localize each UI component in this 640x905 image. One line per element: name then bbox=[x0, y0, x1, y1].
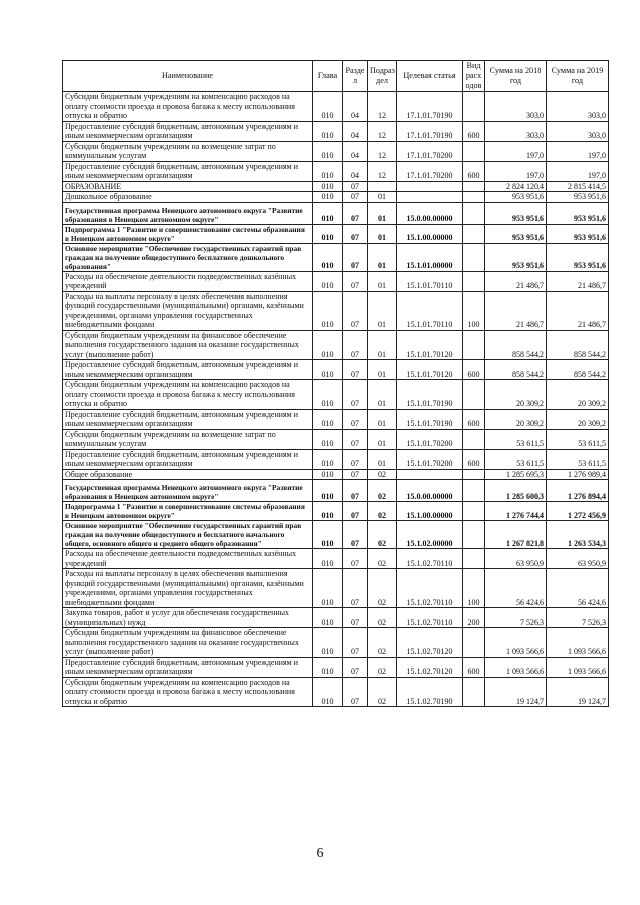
row-sum-2019: 56 424,6 bbox=[547, 569, 609, 608]
row-expense-type: 600 bbox=[463, 449, 485, 469]
row-target-article bbox=[397, 181, 463, 192]
table-row bbox=[63, 380, 609, 410]
row-subsection: 01 bbox=[368, 360, 397, 380]
row-target-article bbox=[397, 192, 463, 203]
row-section: 07 bbox=[343, 502, 368, 521]
table-row bbox=[63, 569, 609, 608]
row-name: Общее образование bbox=[63, 469, 313, 480]
row-sum-2018: 1 093 566,6 bbox=[485, 628, 547, 658]
row-sum-2019: 197,0 bbox=[547, 141, 609, 161]
row-name: Субсидии бюджетным учреждениям на возмещение затрат по коммунальным услугам bbox=[63, 141, 313, 161]
row-name: Расходы на выплаты персоналу в целях обеспечения выполнения функций государственными (муниципальными) органами, казёнными учреждениями, органами управления государственных внебюджетными фондами bbox=[63, 291, 313, 330]
row-chapter: 010 bbox=[313, 192, 343, 203]
row-name: Расходы на обеспечение деятельности подведомственных казённых учреждений bbox=[63, 549, 313, 569]
table-row bbox=[63, 141, 609, 161]
row-sum-2018: 303,0 bbox=[485, 92, 547, 122]
row-section: 07 bbox=[343, 360, 368, 380]
row-chapter: 010 bbox=[313, 141, 343, 161]
row-section: 07 bbox=[343, 521, 368, 549]
row-section: 07 bbox=[343, 449, 368, 469]
row-section: 04 bbox=[343, 141, 368, 161]
row-expense-type: 100 bbox=[463, 569, 485, 608]
row-name: Субсидии бюджетным учреждениям на возмещение затрат по коммунальным услугам bbox=[63, 429, 313, 449]
row-section: 07 bbox=[343, 224, 368, 243]
row-expense-type bbox=[463, 271, 485, 291]
row-section: 07 bbox=[343, 330, 368, 360]
row-section: 07 bbox=[343, 243, 368, 271]
row-sum-2018: 953 951,6 bbox=[485, 202, 547, 224]
row-subsection bbox=[368, 181, 397, 192]
row-sum-2018: 858 544,2 bbox=[485, 360, 547, 380]
row-sum-2018: 53 611,5 bbox=[485, 429, 547, 449]
row-sum-2019: 303,0 bbox=[547, 121, 609, 141]
row-name: Предоставление субсидий бюджетным, автономным учреждениям и иным некоммерческим организациям bbox=[63, 449, 313, 469]
row-sum-2018: 21 486,7 bbox=[485, 271, 547, 291]
row-name: Субсидии бюджетным учреждениям на компенсацию расходов на оплату стоимости проезда и провоза багажа к месту использования отпуска и обратно bbox=[63, 380, 313, 410]
header-target-article: Целевая статья bbox=[397, 61, 463, 92]
row-sum-2019: 953 951,6 bbox=[547, 192, 609, 203]
row-target-article: 15.1.01.70120 bbox=[397, 330, 463, 360]
table-row bbox=[63, 628, 609, 658]
row-chapter: 010 bbox=[313, 569, 343, 608]
row-expense-type: 600 bbox=[463, 657, 485, 677]
header-sum-2019: Сумма на 2019 год bbox=[547, 61, 609, 92]
row-name: Закупка товаров, работ и услуг для обеспечения государственных (муниципальных) нужд bbox=[63, 608, 313, 628]
row-target-article: 17.1.01.70200 bbox=[397, 161, 463, 181]
row-target-article: 15.0.00.00000 bbox=[397, 202, 463, 224]
row-expense-type: 100 bbox=[463, 291, 485, 330]
row-subsection: 01 bbox=[368, 243, 397, 271]
row-subsection: 02 bbox=[368, 677, 397, 707]
table-row bbox=[63, 469, 609, 480]
row-subsection: 02 bbox=[368, 502, 397, 521]
row-expense-type: 200 bbox=[463, 608, 485, 628]
row-chapter: 010 bbox=[313, 608, 343, 628]
row-subsection: 02 bbox=[368, 549, 397, 569]
row-target-article: 15.1.02.70120 bbox=[397, 628, 463, 658]
row-subsection: 01 bbox=[368, 409, 397, 429]
row-sum-2018: 953 951,6 bbox=[485, 192, 547, 203]
row-name: Предоставление субсидий бюджетным, автономным учреждениям и иным некоммерческим организациям bbox=[63, 121, 313, 141]
row-section: 07 bbox=[343, 569, 368, 608]
table-row bbox=[63, 271, 609, 291]
row-subsection: 02 bbox=[368, 628, 397, 658]
table-row bbox=[63, 330, 609, 360]
row-subsection: 12 bbox=[368, 161, 397, 181]
row-expense-type bbox=[463, 224, 485, 243]
row-expense-type bbox=[463, 192, 485, 203]
row-section: 07 bbox=[343, 271, 368, 291]
row-subsection: 02 bbox=[368, 480, 397, 502]
row-sum-2018: 20 309,2 bbox=[485, 380, 547, 410]
header-subsection: Подраз дел bbox=[368, 61, 397, 92]
table-row bbox=[63, 161, 609, 181]
row-name: Подпрограмма 1 "Развитие и совершенствование системы образования в Ненецком автономном округе" bbox=[63, 224, 313, 243]
table-row bbox=[63, 480, 609, 502]
table-row bbox=[63, 449, 609, 469]
row-section: 07 bbox=[343, 291, 368, 330]
row-section: 04 bbox=[343, 161, 368, 181]
row-sum-2019: 953 951,6 bbox=[547, 243, 609, 271]
row-section: 07 bbox=[343, 192, 368, 203]
row-chapter: 010 bbox=[313, 502, 343, 521]
row-subsection: 01 bbox=[368, 380, 397, 410]
row-chapter: 010 bbox=[313, 330, 343, 360]
row-section: 07 bbox=[343, 429, 368, 449]
row-section: 07 bbox=[343, 628, 368, 658]
row-sum-2019: 1 272 456,9 bbox=[547, 502, 609, 521]
row-expense-type bbox=[463, 469, 485, 480]
row-name: Расходы на выплаты персоналу в целях обеспечения выполнения функций государственными (муниципальными) органами, казёнными учреждениями, органами управления государственных внебюджетными фондами bbox=[63, 569, 313, 608]
row-target-article: 15.0.00.00000 bbox=[397, 480, 463, 502]
header-name: Наименование bbox=[63, 61, 313, 92]
row-subsection: 02 bbox=[368, 657, 397, 677]
row-sum-2018: 953 951,6 bbox=[485, 224, 547, 243]
row-sum-2018: 20 309,2 bbox=[485, 409, 547, 429]
row-sum-2018: 1 285 695,3 bbox=[485, 469, 547, 480]
row-expense-type: 600 bbox=[463, 121, 485, 141]
row-name: ОБРАЗОВАНИЕ bbox=[63, 181, 313, 192]
row-name: Субсидии бюджетным учреждениям на финансовое обеспечение выполнения государственного задания на оказание государственных услуг (выполнение работ) bbox=[63, 330, 313, 360]
row-name: Подпрограмма 1 "Развитие и совершенствование системы образования в Ненецком автономном округе" bbox=[63, 502, 313, 521]
row-chapter: 010 bbox=[313, 469, 343, 480]
row-sum-2019: 63 950,9 bbox=[547, 549, 609, 569]
table-row bbox=[63, 291, 609, 330]
row-target-article: 15.1.02.70110 bbox=[397, 608, 463, 628]
row-sum-2018: 7 526,3 bbox=[485, 608, 547, 628]
row-target-article: 15.1.01.70200 bbox=[397, 449, 463, 469]
row-section: 07 bbox=[343, 181, 368, 192]
row-expense-type bbox=[463, 330, 485, 360]
header-section: Разде л bbox=[343, 61, 368, 92]
row-target-article: 15.1.01.70190 bbox=[397, 380, 463, 410]
row-sum-2019: 1 276 989,4 bbox=[547, 469, 609, 480]
row-chapter: 010 bbox=[313, 429, 343, 449]
row-sum-2018: 21 486,7 bbox=[485, 291, 547, 330]
row-name: Предоставление субсидий бюджетным, автономным учреждениям и иным некоммерческим организациям bbox=[63, 161, 313, 181]
table-row bbox=[63, 243, 609, 271]
row-sum-2018: 858 544,2 bbox=[485, 330, 547, 360]
row-sum-2019: 858 544,2 bbox=[547, 360, 609, 380]
row-section: 07 bbox=[343, 657, 368, 677]
row-expense-type: 600 bbox=[463, 409, 485, 429]
row-section: 07 bbox=[343, 380, 368, 410]
row-sum-2019: 303,0 bbox=[547, 92, 609, 122]
row-target-article bbox=[397, 469, 463, 480]
table-row bbox=[63, 657, 609, 677]
row-sum-2019: 20 309,2 bbox=[547, 380, 609, 410]
row-sum-2018: 56 424,6 bbox=[485, 569, 547, 608]
row-target-article: 17.1.01.70190 bbox=[397, 121, 463, 141]
table-row bbox=[63, 224, 609, 243]
row-chapter: 010 bbox=[313, 409, 343, 429]
table-row bbox=[63, 429, 609, 449]
row-expense-type bbox=[463, 502, 485, 521]
row-expense-type bbox=[463, 141, 485, 161]
row-subsection: 01 bbox=[368, 192, 397, 203]
row-section: 04 bbox=[343, 92, 368, 122]
row-chapter: 010 bbox=[313, 480, 343, 502]
row-name: Государственная программа Ненецкого автономного округа "Развитие образования в Ненецком автономном округе" bbox=[63, 480, 313, 502]
table-row bbox=[63, 202, 609, 224]
row-expense-type bbox=[463, 181, 485, 192]
table-row bbox=[63, 549, 609, 569]
table-row bbox=[63, 502, 609, 521]
row-subsection: 02 bbox=[368, 469, 397, 480]
row-section: 07 bbox=[343, 202, 368, 224]
row-chapter: 010 bbox=[313, 243, 343, 271]
table-row bbox=[63, 121, 609, 141]
row-name: Предоставление субсидий бюджетным, автономным учреждениям и иным некоммерческим организациям bbox=[63, 360, 313, 380]
row-section: 07 bbox=[343, 409, 368, 429]
row-expense-type bbox=[463, 380, 485, 410]
row-sum-2019: 1 093 566,6 bbox=[547, 628, 609, 658]
header-expense-type: Вид расх одов bbox=[463, 61, 485, 92]
row-chapter: 010 bbox=[313, 291, 343, 330]
table-row bbox=[63, 181, 609, 192]
row-name: Расходы на обеспечение деятельности подведомственных казённых учреждений bbox=[63, 271, 313, 291]
row-subsection: 01 bbox=[368, 202, 397, 224]
row-subsection: 01 bbox=[368, 291, 397, 330]
row-subsection: 01 bbox=[368, 330, 397, 360]
row-target-article: 17.1.01.70190 bbox=[397, 92, 463, 122]
table-body bbox=[63, 92, 609, 707]
table-header-row bbox=[63, 61, 609, 92]
row-section: 07 bbox=[343, 677, 368, 707]
row-name: Основное мероприятие "Обеспечение государственных гарантий прав граждан на получение общедоступного бесплатного дошкольного образования" bbox=[63, 243, 313, 271]
row-subsection: 02 bbox=[368, 569, 397, 608]
table-row bbox=[63, 677, 609, 707]
row-name: Государственная программа Ненецкого автономного округа "Развитие образования в Ненецком автономном округе" bbox=[63, 202, 313, 224]
row-sum-2019: 1 093 566,6 bbox=[547, 657, 609, 677]
row-chapter: 010 bbox=[313, 181, 343, 192]
row-sum-2018: 197,0 bbox=[485, 141, 547, 161]
row-sum-2018: 303,0 bbox=[485, 121, 547, 141]
row-target-article: 15.1.02.70190 bbox=[397, 677, 463, 707]
row-section: 07 bbox=[343, 608, 368, 628]
row-name: Основное мероприятие "Обеспечение государственных гарантий прав граждан на получение общедоступного и бесплатного начального общего, основного общего и среднего общего образования" bbox=[63, 521, 313, 549]
row-chapter: 010 bbox=[313, 380, 343, 410]
row-sum-2019: 953 951,6 bbox=[547, 224, 609, 243]
row-name: Дошкольное образование bbox=[63, 192, 313, 203]
row-target-article: 15.1.02.70120 bbox=[397, 657, 463, 677]
row-target-article: 15.1.01.70110 bbox=[397, 291, 463, 330]
row-sum-2018: 197,0 bbox=[485, 161, 547, 181]
row-chapter: 010 bbox=[313, 271, 343, 291]
row-chapter: 010 bbox=[313, 677, 343, 707]
page-number: 6 bbox=[316, 846, 324, 861]
row-sum-2018: 1 285 600,3 bbox=[485, 480, 547, 502]
row-subsection: 12 bbox=[368, 141, 397, 161]
row-chapter: 010 bbox=[313, 360, 343, 380]
row-target-article: 15.1.02.00000 bbox=[397, 521, 463, 549]
row-sum-2018: 1 276 744,4 bbox=[485, 502, 547, 521]
row-chapter: 010 bbox=[313, 628, 343, 658]
row-chapter: 010 bbox=[313, 224, 343, 243]
row-expense-type bbox=[463, 677, 485, 707]
table-row bbox=[63, 521, 609, 549]
row-chapter: 010 bbox=[313, 161, 343, 181]
row-section: 04 bbox=[343, 121, 368, 141]
row-target-article: 15.1.01.70110 bbox=[397, 271, 463, 291]
row-subsection: 02 bbox=[368, 608, 397, 628]
row-sum-2019: 21 486,7 bbox=[547, 271, 609, 291]
row-chapter: 010 bbox=[313, 549, 343, 569]
row-sum-2019: 2 815 414,5 bbox=[547, 181, 609, 192]
row-expense-type bbox=[463, 480, 485, 502]
budget-table bbox=[62, 60, 609, 707]
row-sum-2018: 2 824 120,4 bbox=[485, 181, 547, 192]
row-sum-2018: 53 611,5 bbox=[485, 449, 547, 469]
header-sum-2018: Сумма на 2018 год bbox=[485, 61, 547, 92]
row-name: Предоставление субсидий бюджетным, автономным учреждениям и иным некоммерческим организациям bbox=[63, 657, 313, 677]
row-expense-type bbox=[463, 243, 485, 271]
row-target-article: 15.1.01.70120 bbox=[397, 360, 463, 380]
row-sum-2019: 953 951,6 bbox=[547, 202, 609, 224]
row-target-article: 15.1.01.70200 bbox=[397, 429, 463, 449]
row-target-article: 17.1.01.70200 bbox=[397, 141, 463, 161]
row-sum-2018: 1 093 566,6 bbox=[485, 657, 547, 677]
row-sum-2019: 1 263 534,3 bbox=[547, 521, 609, 549]
row-expense-type: 600 bbox=[463, 161, 485, 181]
table-row bbox=[63, 192, 609, 203]
table-row bbox=[63, 92, 609, 122]
table-row bbox=[63, 409, 609, 429]
row-sum-2018: 953 951,6 bbox=[485, 243, 547, 271]
row-expense-type bbox=[463, 628, 485, 658]
row-sum-2019: 20 309,2 bbox=[547, 409, 609, 429]
table-row bbox=[63, 360, 609, 380]
row-chapter: 010 bbox=[313, 121, 343, 141]
table-row bbox=[63, 608, 609, 628]
row-chapter: 010 bbox=[313, 92, 343, 122]
row-sum-2019: 53 611,5 bbox=[547, 449, 609, 469]
row-expense-type bbox=[463, 92, 485, 122]
row-subsection: 01 bbox=[368, 271, 397, 291]
row-expense-type bbox=[463, 521, 485, 549]
row-sum-2018: 63 950,9 bbox=[485, 549, 547, 569]
row-expense-type bbox=[463, 429, 485, 449]
row-target-article: 15.1.02.70110 bbox=[397, 569, 463, 608]
row-target-article: 15.1.02.70110 bbox=[397, 549, 463, 569]
row-sum-2019: 21 486,7 bbox=[547, 291, 609, 330]
row-target-article: 15.1.00.00000 bbox=[397, 224, 463, 243]
row-subsection: 01 bbox=[368, 449, 397, 469]
row-sum-2019: 858 544,2 bbox=[547, 330, 609, 360]
row-section: 07 bbox=[343, 549, 368, 569]
row-sum-2019: 1 276 894,4 bbox=[547, 480, 609, 502]
row-name: Субсидии бюджетным учреждениям на финансовое обеспечение выполнения государственного задания на оказание государственных услуг (выполнение работ) bbox=[63, 628, 313, 658]
row-subsection: 01 bbox=[368, 429, 397, 449]
row-section: 07 bbox=[343, 469, 368, 480]
row-chapter: 010 bbox=[313, 202, 343, 224]
row-expense-type bbox=[463, 549, 485, 569]
budget-document bbox=[62, 60, 608, 707]
header-chapter: Глава bbox=[313, 61, 343, 92]
row-sum-2018: 1 267 821,8 bbox=[485, 521, 547, 549]
row-chapter: 010 bbox=[313, 521, 343, 549]
row-sum-2019: 19 124,7 bbox=[547, 677, 609, 707]
row-sum-2019: 197,0 bbox=[547, 161, 609, 181]
row-subsection: 01 bbox=[368, 224, 397, 243]
row-subsection: 12 bbox=[368, 121, 397, 141]
row-expense-type: 600 bbox=[463, 360, 485, 380]
row-sum-2019: 53 611,5 bbox=[547, 429, 609, 449]
row-name: Предоставление субсидий бюджетным, автономным учреждениям и иным некоммерческим организациям bbox=[63, 409, 313, 429]
row-sum-2019: 7 526,3 bbox=[547, 608, 609, 628]
row-chapter: 010 bbox=[313, 449, 343, 469]
row-name: Субсидии бюджетным учреждениям на компенсацию расходов на оплату стоимости проезда и провоза багажа к месту использования отпуска и обратно bbox=[63, 92, 313, 122]
row-subsection: 02 bbox=[368, 521, 397, 549]
row-section: 07 bbox=[343, 480, 368, 502]
row-target-article: 15.1.01.00000 bbox=[397, 243, 463, 271]
row-target-article: 15.1.01.70190 bbox=[397, 409, 463, 429]
row-name: Субсидии бюджетным учреждениям на компенсацию расходов на оплату стоимости проезда и провоза багажа к месту использования отпуска и обратно bbox=[63, 677, 313, 707]
row-sum-2018: 19 124,7 bbox=[485, 677, 547, 707]
row-subsection: 12 bbox=[368, 92, 397, 122]
row-target-article: 15.1.00.00000 bbox=[397, 502, 463, 521]
row-chapter: 010 bbox=[313, 657, 343, 677]
row-expense-type bbox=[463, 202, 485, 224]
